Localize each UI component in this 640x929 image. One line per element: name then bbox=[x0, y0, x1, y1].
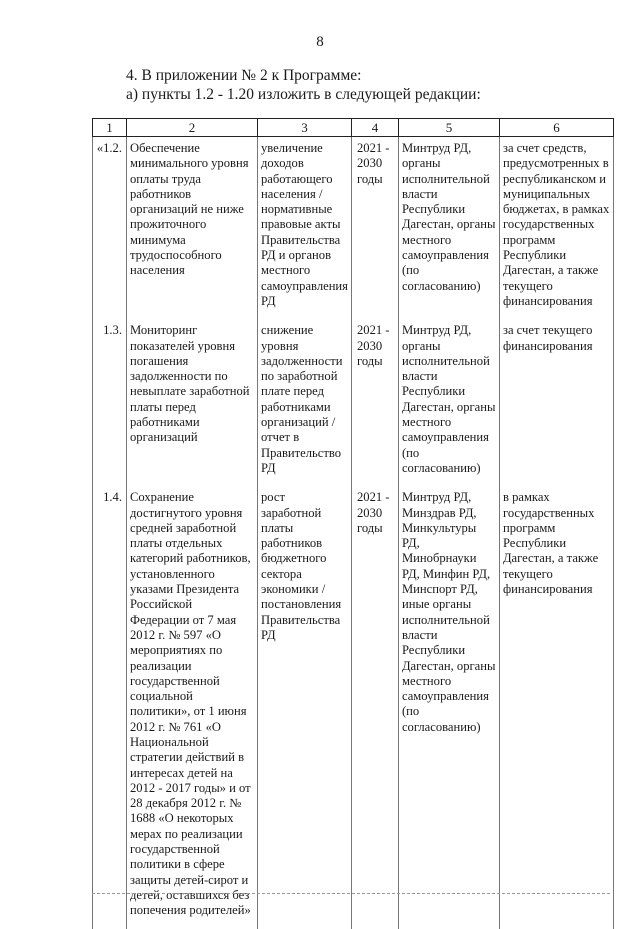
table-header-row bbox=[93, 119, 614, 137]
row-executors: Минтруд РД, органы исполнительной власти Республики Дагестан, органы местного самоуправления (по согласованию) bbox=[398, 137, 499, 320]
row-executors: Минтруд РД, органы исполнительной власти Республики Дагестан, органы местного самоуправления (по согласованию) bbox=[398, 319, 499, 486]
row-number: 1.4. bbox=[93, 486, 127, 928]
table-row bbox=[93, 137, 614, 320]
intro-line-1: 4. В приложении № 2 к Программе: bbox=[126, 67, 362, 84]
table-header-6: 6 bbox=[499, 119, 613, 137]
table-header-4: 4 bbox=[351, 119, 398, 137]
page-number: 8 bbox=[316, 34, 324, 50]
row-funding: за счет текущего финансирования bbox=[499, 319, 613, 486]
table-row bbox=[93, 486, 614, 928]
row-funding: за счет средств, предусмотренных в республиканском и муниципальных бюджетах, в рамках государственных программ Республики Дагестан, а также текущего финансирования bbox=[499, 137, 613, 320]
table-header-2: 2 bbox=[127, 119, 258, 137]
row-period: 2021 - 2030 годы bbox=[351, 137, 398, 320]
row-measure: Обеспечение минимального уровня оплаты труда работников организаций не ниже прожиточного минимума трудоспособного населения bbox=[127, 137, 258, 320]
table-header-5: 5 bbox=[398, 119, 499, 137]
table-header-1: 1 bbox=[93, 119, 127, 137]
row-result: рост заработной платы работников бюджетного сектора экономики / постановления Правительства РД bbox=[258, 486, 352, 928]
intro-line-2: а) пункты 1.2 - 1.20 изложить в следующей редакции: bbox=[126, 86, 481, 103]
program-table bbox=[92, 118, 614, 929]
row-funding: в рамках государственных программ Республики Дагестан, а также текущего финансирования bbox=[499, 486, 613, 928]
row-period: 2021 - 2030 годы bbox=[351, 319, 398, 486]
table-header-3: 3 bbox=[258, 119, 352, 137]
row-number: «1.2. bbox=[93, 137, 127, 320]
row-executors: Минтруд РД, Минздрав РД, Минкультуры РД, Минобрнауки РД, Минфин РД, Минспорт РД, иные органы исполнительной власти Республики Дагестан, органы местного самоуправления (по согласованию) bbox=[398, 486, 499, 928]
row-measure: Сохранение достигнутого уровня средней заработной платы отдельных категорий работников, установленного указами Президента Российской Федерации от 7 мая 2012 г. № 597 «О мероприятиях по реализации государственной социальной политики», от 1 июня 2012 г. № 761 «О Национальной стратегии действий в интересах детей на 2012 - 2017 годы» и от 28 декабря 2012 г. № 1688 «О некоторых мерах по реализации государственной политики в сфере защиты детей-сирот и детей, оставшихся без попечения родителей» bbox=[127, 486, 258, 928]
row-measure: Мониторинг показателей уровня погашения задолженности по невыплате заработной платы перед работниками организаций bbox=[127, 319, 258, 486]
row-period: 2021 - 2030 годы bbox=[351, 486, 398, 928]
row-result: снижение уровня задолженности по заработной плате перед работниками организаций / отчет в Правительство РД bbox=[258, 319, 352, 486]
page-bottom-divider bbox=[92, 893, 610, 894]
intro-text bbox=[126, 66, 481, 104]
row-number: 1.3. bbox=[93, 319, 127, 486]
table-row bbox=[93, 319, 614, 486]
row-result: увеличение доходов работающего населения / нормативные правовые акты Правительства РД и органов местного самоуправления РД bbox=[258, 137, 352, 320]
